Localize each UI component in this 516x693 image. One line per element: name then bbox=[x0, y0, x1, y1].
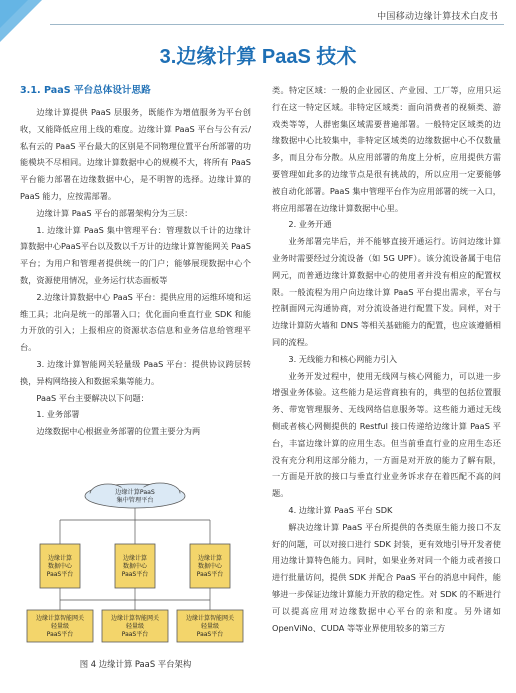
dc-paas-node-label: PaaS平台 bbox=[121, 571, 149, 579]
list-item: 3. 边缘计算智能网关轻量级 PaaS 平台：提供协议跨层转换，异构网络接入和数据采集等能力。 bbox=[20, 358, 251, 386]
gateway-paas-node-label: 边缘计算智能网关 bbox=[110, 615, 160, 623]
list-item: 1. 边缘计算 PaaS 集中管理平台：管理数以千计的边缘计算数据中心PaaS平台以及数以千万计的边缘计算智能网关 PaaS 平台；为用户和管理者提供统一的门户；能够展现数据中心个数，资源使用情况，业务运行状态面板等 bbox=[20, 224, 251, 285]
gateway-paas-node-label: 轻量级 bbox=[200, 623, 220, 631]
gateway-paas-node bbox=[102, 610, 168, 642]
running-header-title: 中国移动边缘计算技术白皮书 bbox=[377, 12, 498, 22]
dc-paas-node-label: PaaS平台 bbox=[196, 571, 224, 579]
chapter-title: 3.边缘计算 PaaS 技术 bbox=[159, 46, 357, 68]
paragraph: 边缘数据中心根据业务部署的位置主要分为两 bbox=[36, 426, 201, 437]
gateway-paas-node bbox=[27, 610, 93, 642]
gateway-paas-node-label: 边缘计算智能网关 bbox=[35, 615, 85, 623]
gateway-paas-node-label: 边缘计算智能网关 bbox=[185, 615, 235, 623]
dc-paas-node-label: 数据中心 bbox=[47, 563, 73, 571]
gateway-paas-node-label: PaaS平台 bbox=[121, 631, 149, 639]
figure-caption: 图 4 边缘计算 PaaS 平台架构 bbox=[79, 659, 192, 669]
gateway-paas-node-label: 轻量级 bbox=[125, 623, 145, 631]
dc-paas-node-label: 边缘计算 bbox=[122, 555, 148, 563]
gateway-paas-node-label: 轻量级 bbox=[50, 623, 70, 631]
dc-paas-node bbox=[40, 544, 80, 588]
cloud-label-line1: 边缘计算PaaS bbox=[115, 489, 155, 496]
dc-paas-node-label: PaaS平台 bbox=[46, 571, 74, 579]
dc-paas-node bbox=[190, 544, 230, 588]
list-item: 2.边缘计算数据中心 PaaS 平台：提供应用的运维环境和运维工具；北向是统一的部署入口；优化面向垂直行业 SDK 和能力开放的引入；上报相应的资源状态信息和业务信息给管理平台。 bbox=[20, 291, 251, 353]
paragraph: 边缘计算提供 PaaS 层服务，既能作为增值服务为平台创收，又能降低应用上线的难度。边缘计算 PaaS 平台与公有云/私有云的 PaaS 平台最大的区别是不同物理位置平台所部署的功能模块不尽相同。边缘计算数据中心的规模不大，将所有 PaaS 平台能力部署在边缘数据中心，是不明智的选择。边缘计算的 PaaS 能力，应按需部署。 bbox=[20, 107, 251, 201]
gateway-nodes bbox=[27, 610, 243, 642]
gateway-paas-node-label: PaaS平台 bbox=[196, 631, 224, 639]
paragraph: 业务部署完毕后，并不能够直接开通运行。访问边缘计算业务时需要经过分流设备（如 5G UPF）。该分流设备属于电信网元，而普通边缘计算数据中心的使用者并没有相应的配置权限。一般流程为用户向边缘计算 PaaS 平台提出需求，平台与控制面网元沟通协商，对分流设备进行配置下发。同样，对于边缘计算防火墙和 DNS 等相关基础能力的配置，也应该遵循相同的流程。 bbox=[272, 236, 501, 347]
header-corner-triangle bbox=[0, 0, 42, 42]
subheading: 2. 业务开通 bbox=[288, 219, 332, 230]
right-column bbox=[272, 82, 501, 636]
cloud-label-line2: 集中管理平台 bbox=[116, 497, 154, 504]
connectors-bottom bbox=[60, 588, 210, 610]
section-heading: 3.1. PaaS 平台总体设计思路 bbox=[20, 85, 151, 96]
dc-paas-node-label: 边缘计算 bbox=[47, 555, 73, 563]
paragraph: 业务开发过程中，使用无线网与核心网能力，可以进一步增强业务体验。这些能力是运营商独有的，典型的包括位置服务、带宽管理服务、无线网络信息服务等。这些能力通过无线侧或者核心网侧提供的 Restful 接口传递给边缘计算 PaaS 平台，丰富边缘计算的应用生态。但当前垂直行业的应用生态还没有充分利用这部分能力，一方面是对开放的能力了解有限，一方面是开放的接口与垂直行业业务诉求存在着匹配不高的问题。 bbox=[272, 370, 501, 499]
architecture-diagram bbox=[20, 482, 251, 650]
subheading: 1. 业务部署 bbox=[36, 409, 80, 420]
subheading: 4. 边缘计算 PaaS 平台 SDK bbox=[288, 504, 393, 515]
gateway-paas-node bbox=[177, 610, 243, 642]
dc-nodes bbox=[40, 544, 230, 588]
subheading: 3. 无线能力和核心网能力引入 bbox=[288, 353, 398, 364]
gateway-paas-node-label: PaaS平台 bbox=[46, 631, 74, 639]
paragraph: 解决边缘计算 PaaS 平台所提供的各类原生能力接口不友好的问题，可以对接口进行 SDK 封装，更有效地引导开发者使用边缘计算特色能力。同时，如果业务对同一个能力或者接口进行批量访问，提供 SDK 并配合 PaaS 平台的消息中间件，能够进一步保证边缘计算能力开放的稳定性。对 SDK 的不断进行可以提高应用对边缘数据中心平台的亲和度。另外诸如 OpenViNo、CUDA 等等业界使用较多的第三方 bbox=[272, 521, 501, 633]
paragraph: 类。特定区域：一般的企业园区、产业园、工厂等，应用只运行在这一特定区域。非特定区域类：面向消费者的视频类、游戏类等等，人群密集区域需要普遍部署。一般特定区域类的边缘数据中心比较集中，非特定区域类的边缘数据中心不仅数量多，而且分布分散。从应用部署的角度上分析，应用提供方需要管理如此多的边缘节点是很有挑战的，所以应用一定要能够被自动化部署。PaaS 集中管理平台作为应用部署的统一入口，将应用部署在边缘计算数据中心里。 bbox=[272, 85, 501, 213]
left-column bbox=[20, 84, 251, 440]
connectors-top bbox=[60, 508, 210, 544]
dc-paas-node-label: 边缘计算 bbox=[197, 555, 223, 563]
header-divider bbox=[50, 24, 504, 25]
dc-paas-node-label: 数据中心 bbox=[122, 563, 148, 571]
cloud-node bbox=[85, 483, 185, 508]
paragraph: 边缘计算 PaaS 平台的部署架构分为三层： bbox=[36, 207, 193, 218]
dc-paas-node bbox=[115, 544, 155, 588]
dc-paas-node-label: 数据中心 bbox=[197, 563, 223, 571]
paragraph: PaaS 平台主要解决以下问题： bbox=[36, 392, 149, 403]
